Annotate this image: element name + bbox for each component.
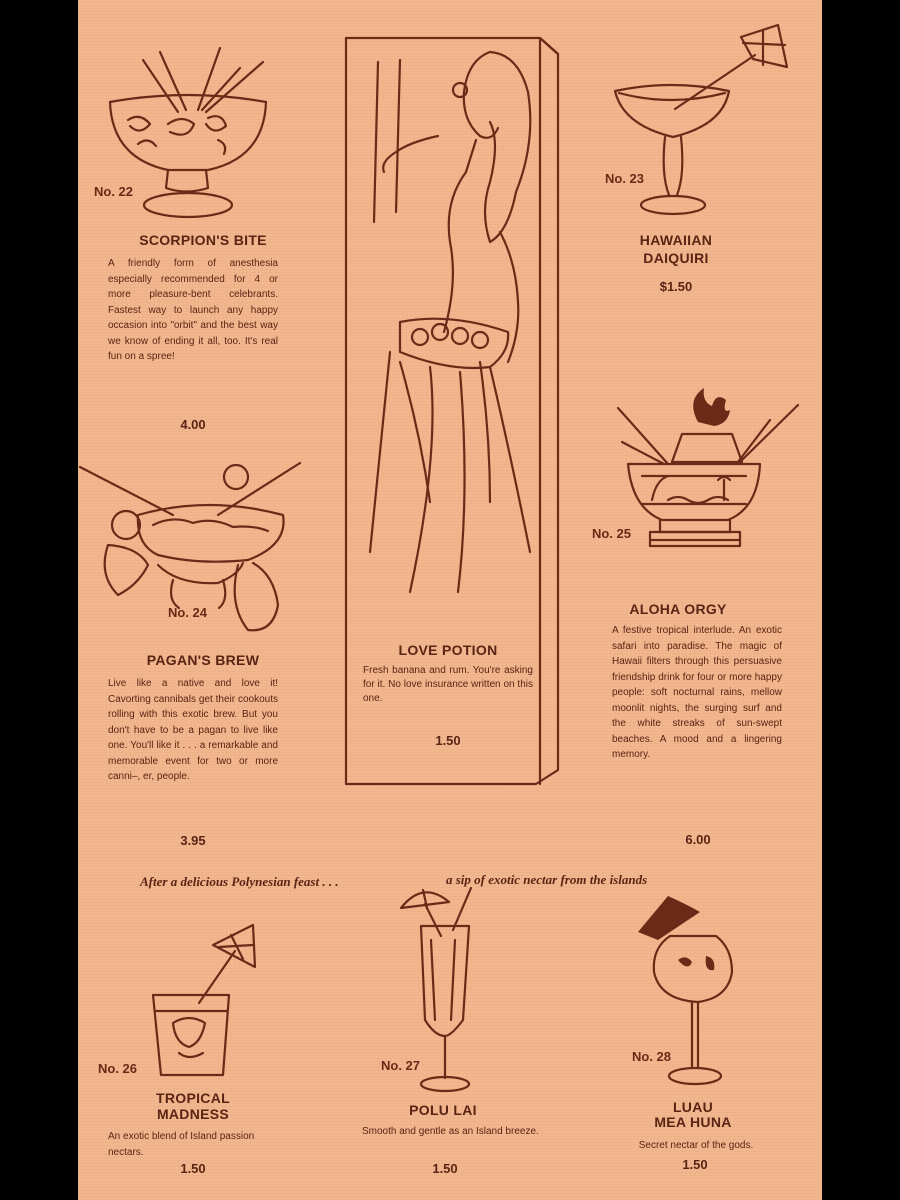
daiquiri-glass-illustration bbox=[603, 15, 803, 225]
item-27-description: Smooth and gentle as an Island breeze. bbox=[362, 1126, 539, 1137]
luau-mea-huna-glass-illustration bbox=[628, 890, 748, 1100]
item-27-price: 1.50 bbox=[432, 1161, 458, 1176]
item-26-number: No. 26 bbox=[98, 1061, 138, 1076]
menu-page bbox=[78, 0, 822, 1200]
item-25-description: A festive tropical interlude. An exotic safari into paradise. The magic of Hawaii filters through this persuasive friendship drink for four or more happy people: soft nocturnal rains, mellow moonlit nights, the surging surf and the white streaks of sun-swept beaches. A mood and a lingering memory. bbox=[612, 625, 782, 760]
item-27-number: No. 27 bbox=[381, 1058, 421, 1073]
item-23-name-line1: HAWAIIAN bbox=[639, 232, 713, 248]
love-potion-description: Fresh banana and rum. You're asking for it. No love insurance written on this one. bbox=[363, 665, 533, 704]
scorpion-bowl-illustration bbox=[98, 40, 278, 230]
item-26-name-line2: MADNESS bbox=[156, 1106, 230, 1122]
item-28-name-line1: LUAU bbox=[672, 1099, 714, 1115]
item-23-number: No. 23 bbox=[605, 171, 645, 186]
item-28-price: 1.50 bbox=[682, 1157, 708, 1172]
item-24-name: PAGAN'S BREW bbox=[146, 652, 260, 668]
item-26-price: 1.50 bbox=[180, 1161, 206, 1176]
tagline-right: a sip of exotic nectar from the islands bbox=[446, 872, 648, 887]
item-22-description: A friendly form of anesthesia especially recommended for 4 or more pleasure-bent celebrants. Fastest way to launch any happy occasion into "orbit" and the best way we know of ending it all, too. It's real fun on a spree! bbox=[108, 258, 278, 362]
love-potion-price: 1.50 bbox=[435, 733, 461, 748]
item-24-number: No. 24 bbox=[168, 605, 208, 620]
item-28-description: Secret nectar of the gods. bbox=[638, 1140, 754, 1151]
item-24-description: Live like a native and love it! Cavorting cannibals get their cookouts rolling with this exotic brew. But you don't have to be a pagan to live like one. You'll like it . . . a remarkable and memorable event for two or more canni–, er, people. bbox=[108, 678, 278, 782]
item-28-name-line2: MEA HUNA bbox=[654, 1114, 732, 1130]
tropical-madness-glass-illustration bbox=[143, 915, 273, 1085]
item-22-name: SCORPION'S BITE bbox=[139, 232, 267, 248]
love-potion-name: LOVE POTION bbox=[398, 642, 498, 658]
item-22-number: No. 22 bbox=[94, 184, 134, 199]
tagline-left: After a delicious Polynesian feast . . . bbox=[140, 874, 339, 889]
item-28-number: No. 28 bbox=[632, 1049, 672, 1064]
item-26-name-line1: TROPICAL bbox=[156, 1090, 230, 1106]
item-25-name: ALOHA ORGY bbox=[629, 601, 727, 617]
item-23-price: $1.50 bbox=[659, 279, 693, 294]
item-22-price: 4.00 bbox=[180, 417, 206, 432]
item-26-description: An exotic blend of Island passion nectars. bbox=[108, 1131, 255, 1158]
item-23-name-line2: DAIQUIRI bbox=[643, 250, 709, 266]
item-25-price: 6.00 bbox=[685, 832, 711, 847]
item-24-price: 3.95 bbox=[180, 833, 206, 848]
item-27-name: POLU LAI bbox=[409, 1102, 477, 1118]
aloha-bowl-illustration bbox=[608, 380, 808, 565]
item-25-number: No. 25 bbox=[592, 526, 632, 541]
